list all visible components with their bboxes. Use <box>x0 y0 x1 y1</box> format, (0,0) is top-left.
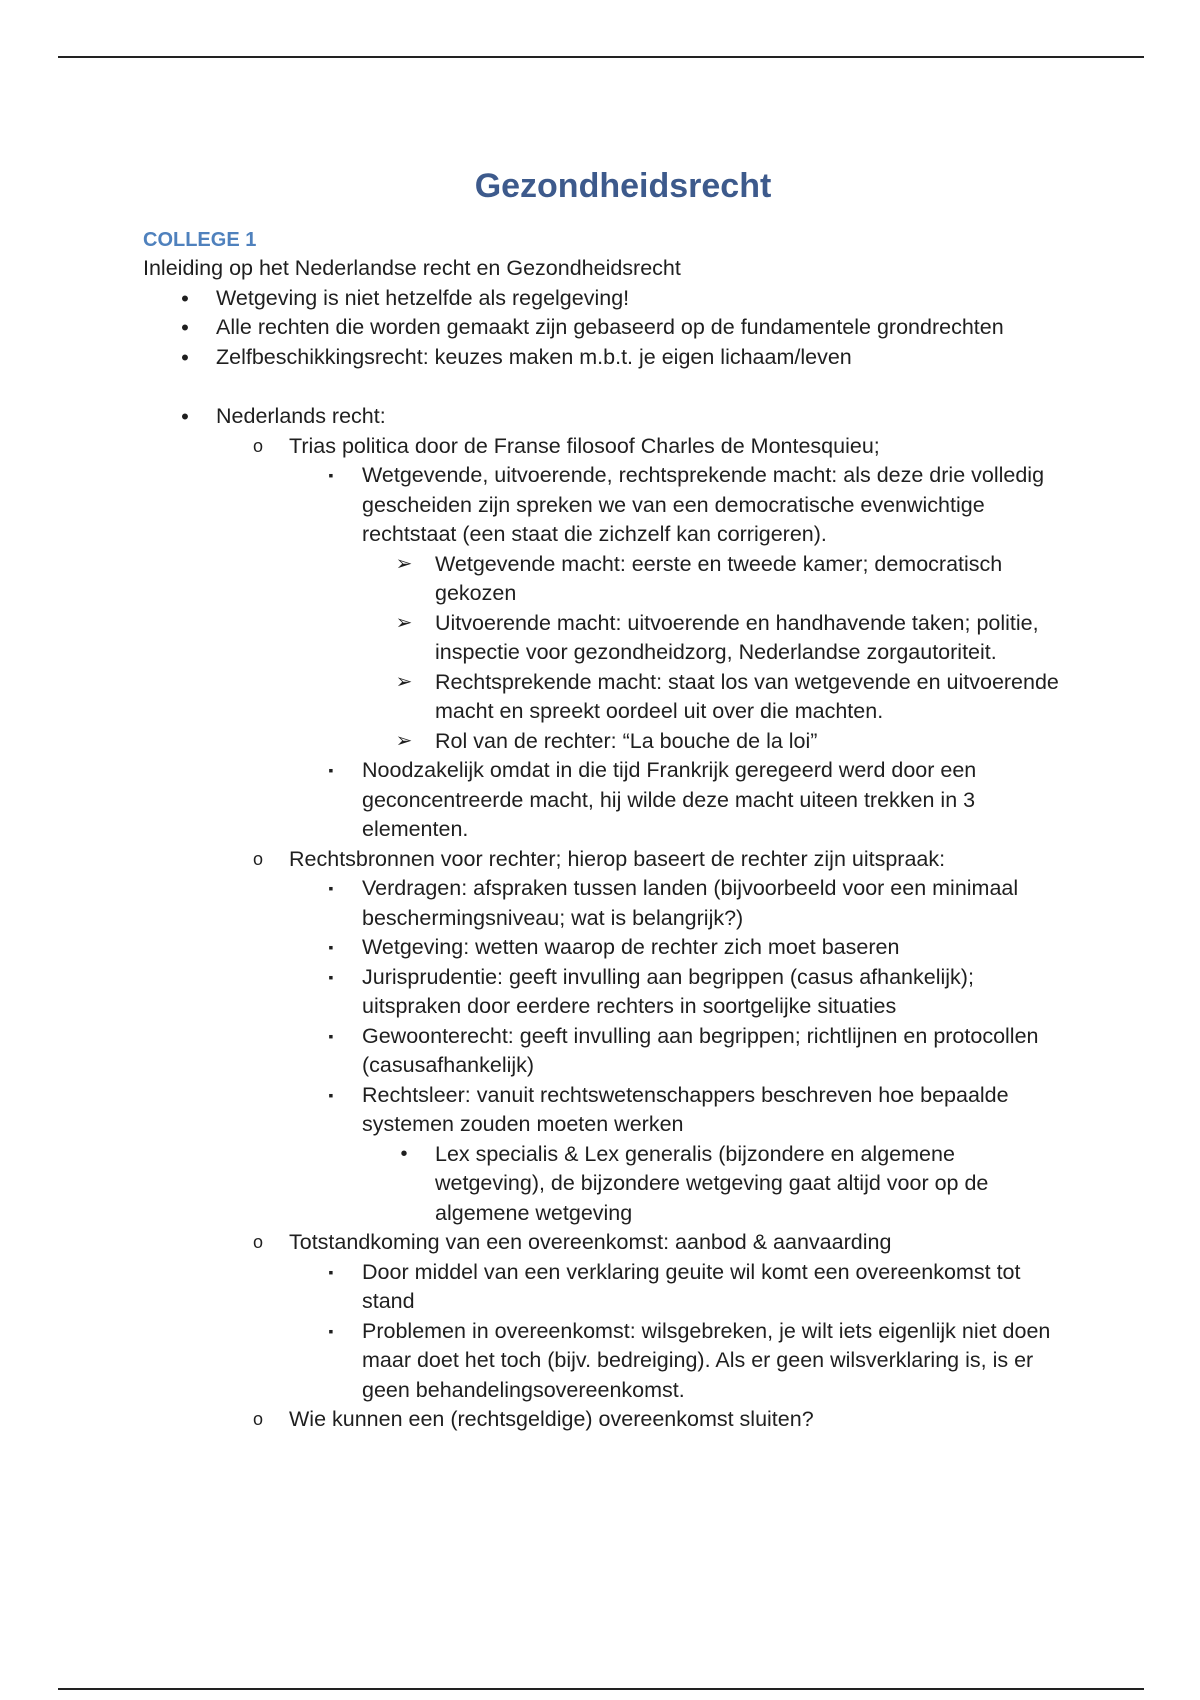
bullet-marker: • <box>181 404 189 429</box>
list-item <box>143 343 1063 373</box>
list-item <box>362 727 1063 757</box>
list-item-text: Lex specialis & Lex generalis (bijzondere en algemene wetgeving), de bijzondere wetgeving gaat altijd voor op de algemene wetgeving <box>435 1141 989 1225</box>
list-item <box>143 402 1063 1435</box>
list-item-text: Alle rechten die worden gemaakt zijn gebaseerd op de fundamentele grondrechten <box>216 315 1004 339</box>
list-item-text: Door middel van een verklaring geuite wil komt een overeenkomst tot stand <box>362 1259 1021 1313</box>
arrow-marker: ➢ <box>395 611 413 634</box>
list-item-text: Trias politica door de Franse filosoof Charles de Montesquieu; <box>289 433 880 458</box>
list-item-text: Uitvoerende macht: uitvoerende en handhavende taken; politie, inspectie voor gezondheidzorg, Nederlandse zorgautoriteit. <box>435 610 1039 664</box>
square-marker: ▪ <box>328 1027 334 1044</box>
sub-list <box>362 550 1063 757</box>
list-item <box>289 1022 1063 1081</box>
bullet-marker: • <box>400 1142 408 1165</box>
square-marker: ▪ <box>328 968 334 985</box>
list-item-text: Zelfbeschikkingsrecht: keuzes maken m.b.t. je eigen lichaam/leven <box>216 344 852 369</box>
square-marker: ▪ <box>328 939 334 955</box>
list-item <box>362 609 1063 668</box>
list-item <box>289 933 1063 963</box>
list-item <box>289 874 1063 933</box>
list-item <box>362 1140 1063 1229</box>
list-item-text: Wetgevende, uitvoerende, rechtsprekende macht: als deze drie volledig gescheiden zijn spreken we van een democratische evenwichtige rechtstaat (een staat die zichzelf kan corrigeren). <box>362 463 1045 546</box>
section-heading: COLLEGE 1 <box>143 229 257 251</box>
list-item <box>143 313 1063 343</box>
square-marker: ▪ <box>328 467 334 483</box>
top-bullet-list <box>143 284 1063 1435</box>
list-item <box>289 1258 1063 1317</box>
list-item-text: Nederlands recht: <box>216 404 386 428</box>
list-item <box>216 432 1063 845</box>
list-item <box>289 1081 1063 1229</box>
list-item-text: Wetgevende macht: eerste en tweede kamer; democratisch gekozen <box>435 551 1003 605</box>
square-marker: ▪ <box>328 880 334 896</box>
square-marker: ▪ <box>328 762 334 778</box>
list-item-text: Rechtsbronnen voor rechter; hierop baseert de rechter zijn uitspraak: <box>289 846 946 871</box>
arrow-marker: ➢ <box>395 729 413 752</box>
list-item-text: Wetgeving is niet hetzelfde als regelgeving! <box>216 285 630 310</box>
list-item <box>362 550 1063 609</box>
circle-marker: o <box>252 1232 263 1252</box>
document-body <box>143 160 1063 1435</box>
list-item-text: Wetgeving: wetten waarop de rechter zich moet baseren <box>362 935 900 959</box>
sub-list <box>289 461 1063 845</box>
list-item-text: Rechtsleer: vanuit rechtswetenschappers beschreven hoe bepaalde systemen zouden moeten werken <box>362 1082 1009 1136</box>
intro-line: Inleiding op het Nederlandse recht en Gezondheidsrecht <box>143 256 681 280</box>
list-item-text: Gewoonterecht: geeft invulling aan begrippen; richtlijnen en protocollen (casusafhankelijk) <box>362 1023 1039 1077</box>
list-item <box>289 461 1063 756</box>
circle-marker: o <box>252 848 263 869</box>
bullet-marker: • <box>181 315 189 340</box>
list-item <box>216 1405 1063 1435</box>
list-item-text: Problemen in overeenkomst: wilsgebreken, je wilt iets eigenlijk niet doen maar doet het toch (bijv. bedreiging). Als er geen wilsverklaring is, is er geen behandelingsovereenkomst. <box>362 1318 1051 1402</box>
list-item-text: Verdragen: afspraken tussen landen (bijvoorbeeld voor een minimaal beschermingsniveau; wat is belangrijk?) <box>362 876 1019 930</box>
list-item <box>289 963 1063 1022</box>
circle-marker: o <box>252 435 263 456</box>
list-item-text: Totstandkoming van een overeenkomst: aanbod & aanvaarding <box>289 1230 892 1254</box>
list-item <box>216 1228 1063 1405</box>
square-marker: ▪ <box>328 1086 334 1103</box>
sub-list <box>362 1140 1063 1229</box>
top-rule <box>58 56 1144 58</box>
list-item <box>362 668 1063 727</box>
sub-list <box>289 874 1063 1228</box>
square-marker: ▪ <box>328 1322 334 1339</box>
list-item <box>289 756 1063 845</box>
arrow-marker: ➢ <box>395 552 413 575</box>
bullet-marker: • <box>181 344 189 370</box>
list-item <box>289 1317 1063 1406</box>
circle-marker: o <box>252 1409 263 1429</box>
bullet-marker: • <box>181 285 189 311</box>
sub-list <box>216 432 1063 1435</box>
list-item-text: Wie kunnen een (rechtsgeldige) overeenkomst sluiten? <box>289 1407 814 1431</box>
list-spacer <box>143 372 1063 402</box>
list-item-text: Rechtsprekende macht: staat los van wetgevende en uitvoerende macht en spreekt oordeel uit over die machten. <box>435 669 1059 723</box>
arrow-marker: ➢ <box>395 670 413 693</box>
list-item-text: Jurisprudentie: geeft invulling aan begrippen (casus afhankelijk); uitspraken door eerdere rechters in soortgelijke situaties <box>362 964 974 1018</box>
list-item <box>216 845 1063 1229</box>
sub-list <box>289 1258 1063 1406</box>
list-item <box>143 284 1063 314</box>
list-item-text: Rol van de rechter: “La bouche de la loi” <box>435 728 818 753</box>
page-title: Gezondheidsrecht <box>474 167 772 205</box>
square-marker: ▪ <box>328 1263 334 1280</box>
list-item-text: Noodzakelijk omdat in die tijd Frankrijk geregeerd werd door een geconcentreerde macht, hij wilde deze macht uiteen trekken in 3 elementen. <box>362 758 977 841</box>
bottom-rule <box>58 1688 1144 1690</box>
